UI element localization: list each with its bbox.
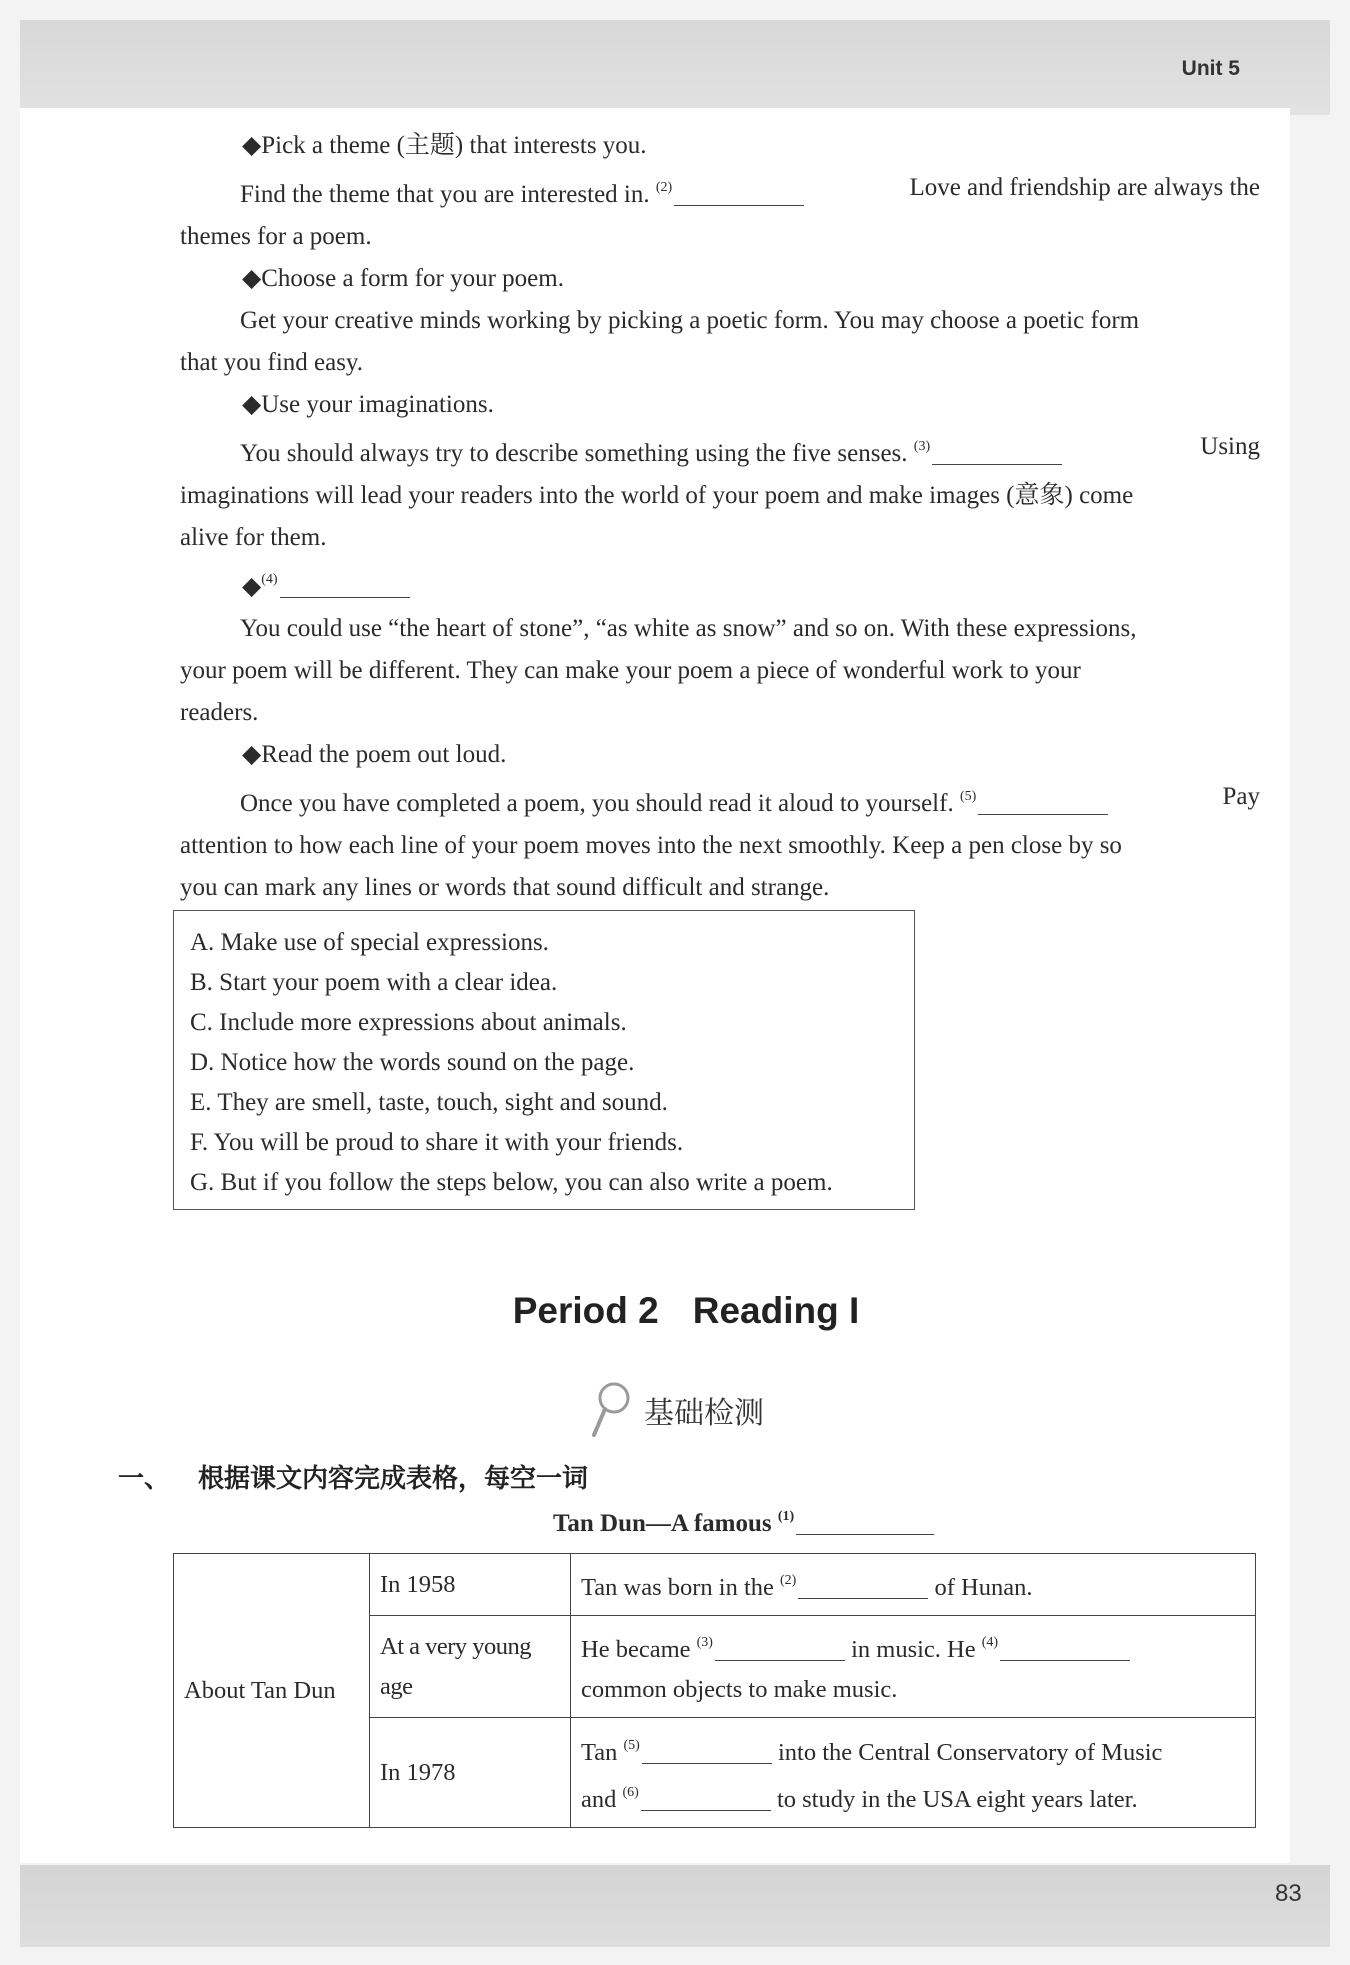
paragraph-line: readers. xyxy=(180,699,259,726)
period-title: Period 2 Reading I xyxy=(512,1290,860,1331)
paragraph-line: imaginations will lead your readers into the world of your poem and make images (意象) come xyxy=(180,482,1134,509)
option-item: F. You will be proud to share it with your friends. xyxy=(190,1129,684,1156)
answer-blank[interactable] xyxy=(674,179,804,206)
options-box xyxy=(173,910,915,1210)
step-heading xyxy=(180,559,1260,608)
info-cell: Tan was born in the $^{(2)}$ of Hunan. xyxy=(571,1554,1256,1616)
blank-number: (4) xyxy=(981,1635,999,1650)
answer-blank[interactable] xyxy=(1000,1634,1130,1661)
blank-number: (3) xyxy=(696,1635,713,1650)
diamond-bullet-icon: ◆ xyxy=(242,265,262,292)
info-cell: Tan $^{(5)}$ into the Central Conservatory of Music and $^{(6)}$ to study in the USA eight years later. xyxy=(571,1718,1256,1828)
page-number: 83 xyxy=(1275,1880,1302,1907)
blank-number: (5) xyxy=(623,1737,640,1753)
blank-number: (2) xyxy=(655,180,673,195)
paragraph-line: attention to how each line of your poem moves into the next smoothly. Keep a pen close by so xyxy=(180,832,1122,859)
time-cell: At a very young age xyxy=(370,1616,571,1718)
table-caption: Tan Dun—A famous $^{(1)}$ xyxy=(553,1508,934,1538)
answer-blank[interactable] xyxy=(642,1737,772,1764)
paragraph-line: you can mark any lines or words that sound difficult and strange. xyxy=(180,874,830,901)
option-item: D. Notice how the words sound on the page. xyxy=(190,1049,635,1076)
answer-blank[interactable] xyxy=(796,1508,934,1535)
info-cell: He became $^{(3)}$ in music. He $^{(4)}$ common objects to make music. xyxy=(571,1616,1256,1718)
answer-blank[interactable] xyxy=(932,438,1062,465)
step-heading: ◆Use your imaginations. xyxy=(242,391,494,418)
answer-blank[interactable] xyxy=(280,571,410,598)
option-item: E. They are smell, taste, touch, sight and sound. xyxy=(190,1089,668,1116)
info-table xyxy=(173,1553,1256,1828)
row-header-cell: About Tan Dun xyxy=(174,1554,370,1828)
paragraph-line: Find the theme that you are interested in. $^{(2)}$ Love and friendship are always the xyxy=(240,174,1260,208)
answer-blank[interactable] xyxy=(715,1634,845,1661)
step-heading: ◆Read the poem out loud. xyxy=(242,741,507,768)
magnifier-icon xyxy=(590,1381,632,1439)
answer-blank[interactable] xyxy=(978,788,1108,815)
blank-number: (4) xyxy=(261,572,278,587)
diamond-bullet-icon: ◆ xyxy=(242,573,262,600)
option-item: A. Make use of special expressions. xyxy=(190,929,549,956)
unit-label: Unit 5 xyxy=(1181,57,1240,80)
top-band xyxy=(20,20,1330,115)
task-instruction: 一、 根据课文内容完成表格，每空一词 xyxy=(118,1464,589,1494)
paragraph-line: Get your creative minds working by picking a poetic form. You may choose a poetic form xyxy=(240,307,1140,334)
time-cell: In 1978 xyxy=(370,1718,571,1828)
diamond-bullet-icon: ◆ xyxy=(242,741,262,768)
time-cell: In 1958 xyxy=(370,1554,571,1616)
blank-number: (2) xyxy=(780,1573,797,1588)
blank-number: (1) xyxy=(777,1509,795,1524)
paragraph-line: that you find easy. xyxy=(180,349,364,376)
option-item: C. Include more expressions about animals. xyxy=(190,1009,627,1036)
blank-number: (3) xyxy=(913,439,931,454)
answer-blank[interactable] xyxy=(798,1572,928,1599)
diamond-bullet-icon: ◆ xyxy=(242,132,262,159)
option-item: G. But if you follow the steps below, you can also write a poem. xyxy=(190,1169,833,1196)
reading-passage xyxy=(180,125,1260,909)
blank-number: (5) xyxy=(959,789,977,804)
table-row xyxy=(174,1554,1256,1616)
step-heading: ◆Choose a form for your poem. xyxy=(242,265,564,292)
paragraph-line: Once you have completed a poem, you should read it aloud to yourself. $^{(5)}$ Pay xyxy=(240,783,1260,817)
option-item: B. Start your poem with a clear idea. xyxy=(190,969,558,996)
paragraph-line: You could use “the heart of stone”, “as white as snow” and so on. With these expressions, xyxy=(240,615,1137,642)
step-heading: ◆Pick a theme (主题) that interests you. xyxy=(242,132,647,159)
blank-number: (6) xyxy=(622,1784,639,1800)
section-heading: 基础检测 xyxy=(590,1380,764,1440)
paragraph-line: You should always try to describe something using the five senses. $^{(3)}$ Using xyxy=(240,433,1260,467)
answer-blank[interactable] xyxy=(641,1784,771,1811)
paragraph-line: themes for a poem. xyxy=(180,223,372,250)
paragraph-line: alive for them. xyxy=(180,524,327,551)
diamond-bullet-icon: ◆ xyxy=(242,391,262,418)
bottom-band xyxy=(20,1865,1330,1947)
paragraph-line: your poem will be different. They can make your poem a piece of wonderful work to your xyxy=(180,657,1081,684)
